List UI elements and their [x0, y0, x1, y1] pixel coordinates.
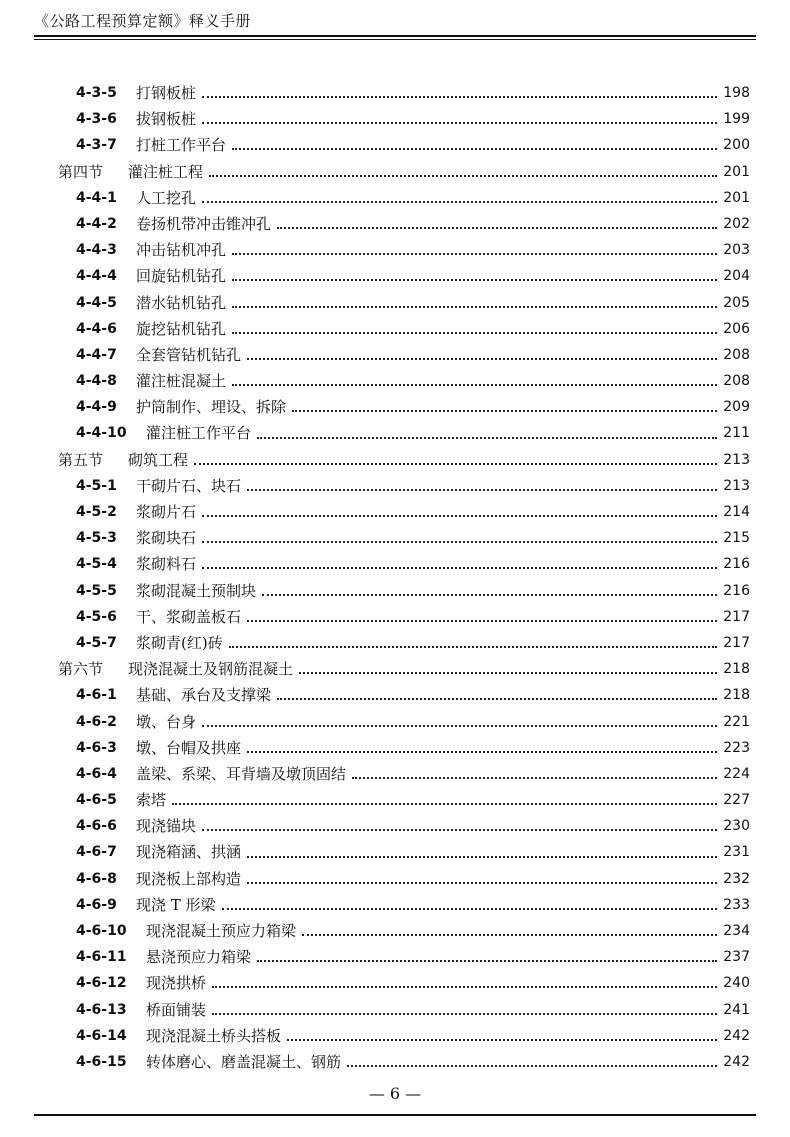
dot-leader: [262, 594, 717, 596]
toc-leader: [136, 368, 750, 394]
toc-number: 4-6-13: [76, 1001, 127, 1018]
toc-number: 4-5-2: [76, 504, 117, 520]
toc-page-number: 227: [723, 792, 750, 809]
toc-page-number: 242: [723, 1027, 750, 1044]
toc-number: 4-6-3: [76, 739, 117, 756]
toc-leader: [146, 970, 750, 996]
toc-title: 灌注桩工作平台: [146, 420, 255, 446]
toc-title: 护筒制作、埋设、拆除: [136, 394, 290, 420]
toc-section-row[interactable]: [0, 447, 790, 473]
toc-title: 冲击钻机冲孔: [136, 237, 230, 263]
toc-entry-row[interactable]: [0, 420, 790, 446]
toc-leader: [136, 604, 750, 630]
toc-page-number: 208: [723, 346, 750, 363]
toc-title: 砌筑工程: [128, 447, 192, 473]
toc-leader: [136, 473, 750, 499]
toc-leader: [128, 447, 750, 473]
toc-leader: [136, 211, 750, 237]
toc-leader: [136, 237, 750, 263]
toc-number: 4-3-7: [76, 137, 117, 154]
dot-leader: [257, 960, 717, 962]
dot-leader: [232, 253, 717, 255]
toc-leader: [146, 1023, 750, 1049]
dot-leader: [292, 410, 717, 412]
toc-number: 4-4-1: [76, 189, 117, 206]
toc-number: 4-4-6: [76, 320, 117, 337]
toc-title: 旋挖钻机钻孔: [136, 316, 230, 342]
toc-title: 转体磨心、磨盖混凝土、钢筋: [146, 1049, 345, 1075]
toc-title: 打钢板桩: [136, 80, 200, 106]
dot-leader: [202, 725, 717, 727]
toc-title: 打桩工作平台: [136, 132, 230, 158]
dot-leader: [257, 437, 717, 439]
dot-leader: [222, 908, 718, 910]
toc-entry-row[interactable]: [0, 682, 790, 708]
toc-page-number: 237: [723, 949, 750, 966]
dot-leader: [232, 279, 717, 281]
toc-leader: [136, 787, 750, 813]
toc-page-number: 240: [723, 975, 750, 992]
toc-number: 4-4-8: [76, 373, 117, 390]
toc-title: 人工挖孔: [136, 185, 200, 211]
toc-title: 浆砌片石: [136, 499, 200, 525]
toc-page-number: 221: [723, 713, 750, 730]
toc-page-number: 215: [723, 530, 750, 547]
toc-entry-row[interactable]: [0, 290, 790, 316]
toc-title: 现浇板上部构造: [136, 866, 245, 892]
toc-page-number: 199: [723, 111, 750, 128]
toc-leader: [136, 578, 750, 604]
toc-page-number: 232: [723, 870, 750, 887]
toc-title: 现浇混凝土及钢筋混凝土: [128, 656, 297, 682]
toc-entry-row[interactable]: [0, 761, 790, 787]
toc-entry-row[interactable]: [0, 237, 790, 263]
dot-leader: [202, 96, 717, 98]
toc-title: 浆砌青(红)砖: [136, 630, 227, 656]
toc-page-number: 202: [723, 215, 750, 232]
toc-number: 4-6-5: [76, 792, 117, 809]
toc-entry-row[interactable]: [0, 892, 790, 918]
toc-section-row[interactable]: [0, 159, 790, 185]
toc-leader: [136, 630, 750, 656]
toc-leader: [146, 1049, 750, 1075]
dot-leader: [247, 856, 717, 858]
toc-entry-row[interactable]: [0, 316, 790, 342]
dot-leader: [202, 515, 717, 517]
toc-title: 桥面铺装: [146, 997, 210, 1023]
toc-entry-row[interactable]: [0, 604, 790, 630]
dot-leader: [299, 672, 717, 674]
toc-page-number: 217: [723, 634, 750, 651]
toc-entry-row[interactable]: [0, 525, 790, 551]
dot-leader: [212, 986, 717, 988]
toc-number: 4-6-11: [76, 949, 127, 966]
toc-title: 基础、承台及支撑梁: [136, 682, 275, 708]
toc-entry-row[interactable]: [0, 735, 790, 761]
toc-page-number: 200: [723, 137, 750, 154]
toc-title: 卷扬机带冲击锥冲孔: [136, 211, 275, 237]
toc-leader: [136, 80, 750, 106]
toc-leader: [136, 106, 750, 132]
dot-leader: [202, 829, 717, 831]
toc-title: 悬浇预应力箱梁: [146, 944, 255, 970]
toc-number: 4-5-4: [76, 556, 117, 573]
toc-number: 4-6-14: [76, 1027, 127, 1044]
toc-page-number: 214: [723, 504, 750, 520]
dot-leader: [287, 1039, 717, 1041]
toc-page-number: 201: [723, 189, 750, 206]
toc-title: 盖梁、系梁、耳背墙及墩顶固结: [136, 761, 350, 787]
toc-number: 4-4-9: [76, 399, 117, 416]
toc-page-number: 234: [723, 923, 750, 939]
dot-leader: [352, 777, 717, 779]
dot-leader: [172, 803, 717, 805]
toc-number: 4-5-6: [76, 608, 117, 625]
toc-number: 第五节: [58, 450, 104, 469]
toc-title: 墩、台身: [136, 709, 200, 735]
toc-entry-row[interactable]: [0, 551, 790, 577]
toc-leader: [146, 420, 750, 446]
toc-title: 回旋钻机钻孔: [136, 263, 230, 289]
toc-leader: [146, 918, 750, 944]
toc-number: 4-5-3: [76, 530, 117, 547]
toc-number: 4-4-7: [76, 346, 117, 363]
toc-leader: [146, 944, 750, 970]
toc-entry-row[interactable]: [0, 1049, 790, 1075]
toc-title: 现浇锚块: [136, 813, 200, 839]
toc-number: 第四节: [58, 162, 104, 181]
toc-entry-row[interactable]: [0, 1023, 790, 1049]
toc-leader: [136, 263, 750, 289]
toc-page-number: 218: [723, 661, 750, 678]
toc-title: 墩、台帽及拱座: [136, 735, 245, 761]
toc-entry-row[interactable]: [0, 630, 790, 656]
toc-entry-row[interactable]: [0, 185, 790, 211]
toc-number: 4-6-6: [76, 818, 117, 835]
toc-leader: [136, 709, 750, 735]
toc-entry-row[interactable]: [0, 368, 790, 394]
toc-page-number: 208: [723, 373, 750, 390]
toc-page-number: 224: [723, 765, 750, 782]
toc-number: 4-4-3: [76, 242, 117, 259]
table-of-contents: [0, 80, 790, 1075]
toc-number: 4-5-1: [76, 477, 117, 494]
toc-leader: [136, 682, 750, 708]
toc-number: 4-6-9: [76, 896, 117, 913]
toc-title: 浆砌块石: [136, 525, 200, 551]
toc-entry-row[interactable]: [0, 80, 790, 106]
toc-leader: [136, 761, 750, 787]
toc-leader: [136, 866, 750, 892]
toc-title: 拔钢板桩: [136, 106, 200, 132]
toc-page-number: 205: [723, 294, 750, 311]
toc-number: 4-6-12: [76, 975, 127, 992]
toc-number: 4-6-10: [76, 923, 127, 939]
toc-leader: [136, 551, 750, 577]
toc-entry-row[interactable]: [0, 944, 790, 970]
toc-number: 4-4-2: [76, 215, 117, 232]
toc-entry-row[interactable]: [0, 578, 790, 604]
toc-entry-row[interactable]: [0, 499, 790, 525]
toc-leader: [136, 499, 750, 525]
toc-entry-row[interactable]: [0, 132, 790, 158]
toc-title: 干、浆砌盖板石: [136, 604, 245, 630]
toc-leader: [136, 525, 750, 551]
toc-title: 现浇 T 形梁: [136, 892, 220, 918]
dot-leader: [202, 122, 717, 124]
toc-leader: [146, 997, 750, 1023]
toc-leader: [128, 656, 750, 682]
dot-leader: [347, 1065, 717, 1067]
toc-leader: [136, 735, 750, 761]
dot-leader: [247, 358, 717, 360]
dot-leader: [202, 541, 717, 543]
footer-rule: [34, 1114, 756, 1116]
dot-leader: [232, 306, 717, 308]
header-rule-thin: [34, 39, 756, 40]
toc-leader: [136, 290, 750, 316]
dot-leader: [302, 934, 717, 936]
toc-page-number: 203: [723, 242, 750, 259]
toc-entry-row[interactable]: [0, 263, 790, 289]
toc-page-number: 233: [723, 896, 750, 913]
toc-page-number: 213: [723, 477, 750, 494]
toc-page-number: 211: [723, 425, 750, 442]
toc-number: 4-6-8: [76, 870, 117, 887]
toc-page-number: 218: [723, 687, 750, 704]
toc-number: 4-4-4: [76, 268, 117, 285]
toc-page-number: 216: [723, 556, 750, 573]
dot-leader: [277, 698, 717, 700]
toc-number: 4-6-1: [76, 687, 117, 704]
toc-number: 4-6-15: [76, 1053, 127, 1070]
toc-number: 4-5-5: [76, 582, 117, 599]
toc-number: 4-3-5: [76, 85, 117, 101]
toc-page-number: 209: [723, 399, 750, 416]
toc-page-number: 213: [723, 451, 750, 468]
toc-page-number: 216: [723, 582, 750, 599]
toc-leader: [136, 839, 750, 865]
toc-number: 4-4-5: [76, 294, 117, 311]
toc-number: 4-4-10: [76, 425, 127, 442]
toc-title: 现浇混凝土桥头搭板: [146, 1023, 285, 1049]
toc-number: 4-6-7: [76, 844, 117, 861]
dot-leader: [232, 332, 717, 334]
toc-page-number: 206: [723, 320, 750, 337]
toc-entry-row[interactable]: [0, 970, 790, 996]
dot-leader: [232, 384, 717, 386]
toc-page-number: 198: [723, 85, 750, 101]
toc-title: 灌注桩工程: [128, 159, 207, 185]
dot-leader: [247, 620, 717, 622]
header-rule: [34, 35, 756, 37]
toc-page-number: 241: [723, 1001, 750, 1018]
toc-title: 全套管钻机钻孔: [136, 342, 245, 368]
toc-page-number: 217: [723, 608, 750, 625]
toc-leader: [136, 892, 750, 918]
toc-number: 4-6-4: [76, 765, 117, 782]
running-header: 《公路工程预算定额》释义手册: [34, 12, 252, 30]
toc-page-number: 231: [723, 844, 750, 861]
toc-entry-row[interactable]: [0, 473, 790, 499]
toc-title: 现浇箱涵、拱涵: [136, 839, 245, 865]
dot-leader: [247, 489, 717, 491]
toc-page-number: 230: [723, 818, 750, 835]
toc-leader: [136, 342, 750, 368]
dot-leader: [277, 227, 717, 229]
toc-entry-row[interactable]: [0, 342, 790, 368]
toc-title: 干砌片石、块石: [136, 473, 245, 499]
toc-section-row[interactable]: [0, 656, 790, 682]
toc-title: 现浇拱桥: [146, 970, 210, 996]
toc-entry-row[interactable]: [0, 997, 790, 1023]
dot-leader: [247, 751, 717, 753]
page-number: — 6 —: [368, 1084, 422, 1103]
toc-entry-row[interactable]: [0, 918, 790, 944]
toc-title: 现浇混凝土预应力箱梁: [146, 918, 300, 944]
toc-title: 浆砌混凝土预制块: [136, 578, 260, 604]
toc-page-number: 204: [723, 268, 750, 285]
toc-leader: [128, 159, 750, 185]
toc-leader: [136, 132, 750, 158]
toc-entry-row[interactable]: [0, 866, 790, 892]
toc-title: 潜水钻机钻孔: [136, 290, 230, 316]
toc-entry-row[interactable]: [0, 394, 790, 420]
toc-page-number: 242: [723, 1053, 750, 1070]
toc-entry-row[interactable]: [0, 839, 790, 865]
toc-leader: [136, 316, 750, 342]
dot-leader: [229, 646, 718, 648]
dot-leader: [212, 1013, 717, 1015]
toc-entry-row[interactable]: [0, 813, 790, 839]
toc-number: 第六节: [58, 660, 104, 679]
toc-title: 索塔: [136, 787, 170, 813]
toc-number: 4-3-6: [76, 111, 117, 128]
toc-entry-row[interactable]: [0, 709, 790, 735]
toc-leader: [136, 185, 750, 211]
toc-title: 浆砌料石: [136, 551, 200, 577]
toc-leader: [136, 394, 750, 420]
toc-number: 4-5-7: [76, 634, 117, 651]
toc-page-number: 201: [723, 163, 750, 180]
toc-number: 4-6-2: [76, 713, 117, 730]
dot-leader: [232, 148, 717, 150]
toc-page-number: 223: [723, 739, 750, 756]
toc-entry-row[interactable]: [0, 106, 790, 132]
dot-leader: [247, 882, 717, 884]
toc-leader: [136, 813, 750, 839]
toc-entry-row[interactable]: [0, 211, 790, 237]
toc-entry-row[interactable]: [0, 787, 790, 813]
dot-leader: [194, 463, 717, 465]
dot-leader: [202, 567, 717, 569]
toc-title: 灌注桩混凝土: [136, 368, 230, 394]
dot-leader: [202, 201, 717, 203]
dot-leader: [209, 175, 717, 177]
